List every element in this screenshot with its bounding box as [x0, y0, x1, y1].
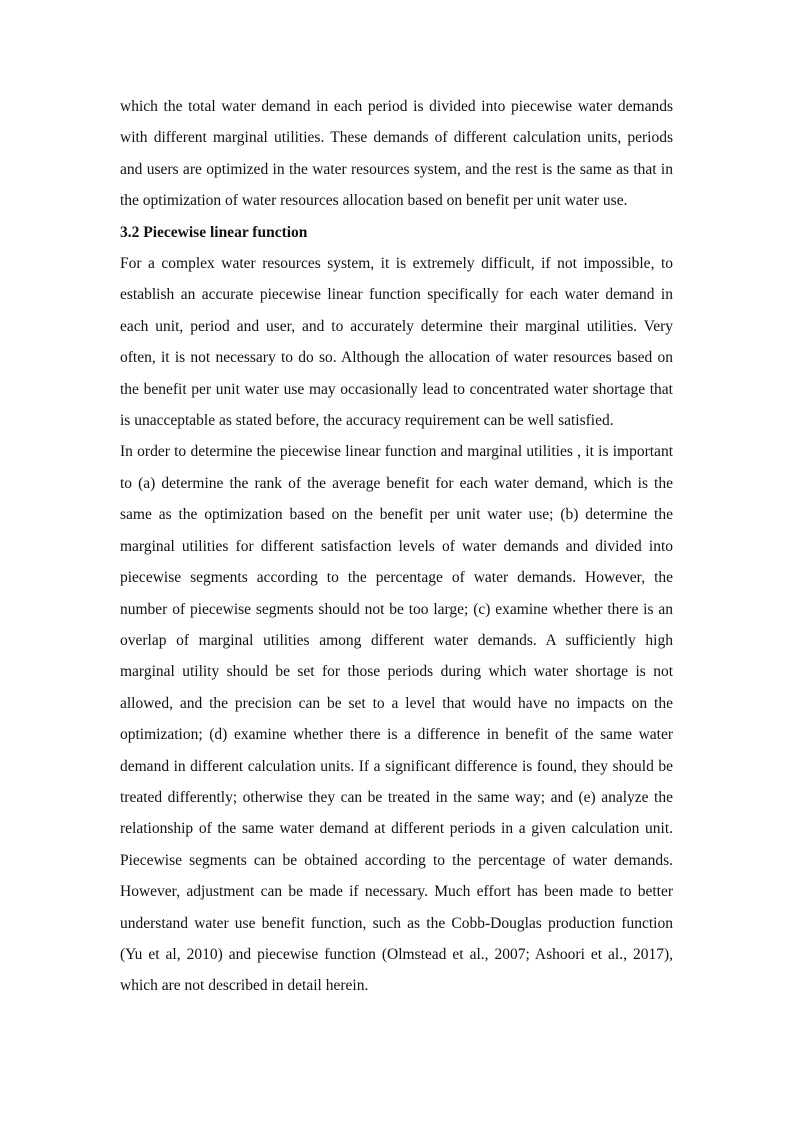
paragraph-complex-system: For a complex water resources system, it is extremely difficult, if not impossible, to establish an accurate piecewise linear function specifically for each water demand in each unit, period and user, and to accurately determine their marginal utilities. Very often, it is not necessary to do so. Although the allocation of water resources based on the benefit per unit water use may occasionally lead to concentrated water shortage that is unacceptable as stated before, the accuracy requirement can be well satisfied. [120, 255, 673, 430]
paragraph-continued: which the total water demand in each period is divided into piecewise water demands with different marginal utilities. These demands of different calculation units, periods and users are optimized in the water resources system, and the rest is the same as that in the optimization of water resources allocation based on benefit per unit water use. [120, 98, 673, 210]
section-heading: 3.2 Piecewise linear function [120, 223, 308, 241]
body-text [120, 91, 673, 1002]
paragraph-determine-function: In order to determine the piecewise linear function and marginal utilities , it is important to (a) determine the rank of the average benefit for each water demand, which is the same as the optimization based on the benefit per unit water use; (b) determine the marginal utilities for different satisfaction levels of water demands and divided into piecewise segments according to the percentage of water demands. However, the number of piecewise segments should not be too large; (c) examine whether there is an overlap of marginal utilities among different water demands. A sufficiently high marginal utility should be set for those periods during which water shortage is not allowed, and the precision can be set to a level that would have no impacts on the optimization; (d) examine whether there is a difference in benefit of the same water demand in different calculation units. If a significant difference is found, they should be treated differently; otherwise they can be treated in the same way; and (e) analyze the relationship of the same water demand at different periods in a given calculation unit. Piecewise segments can be obtained according to the percentage of water demands. However, adjustment can be made if necessary. Much effort has been made to better understand water use benefit function, such as the Cobb-Douglas production function (Yu et al, 2010) and piecewise function (Olmstead et al., 2007; Ashoori et al., 2017), which are not described in detail herein. [120, 443, 673, 995]
